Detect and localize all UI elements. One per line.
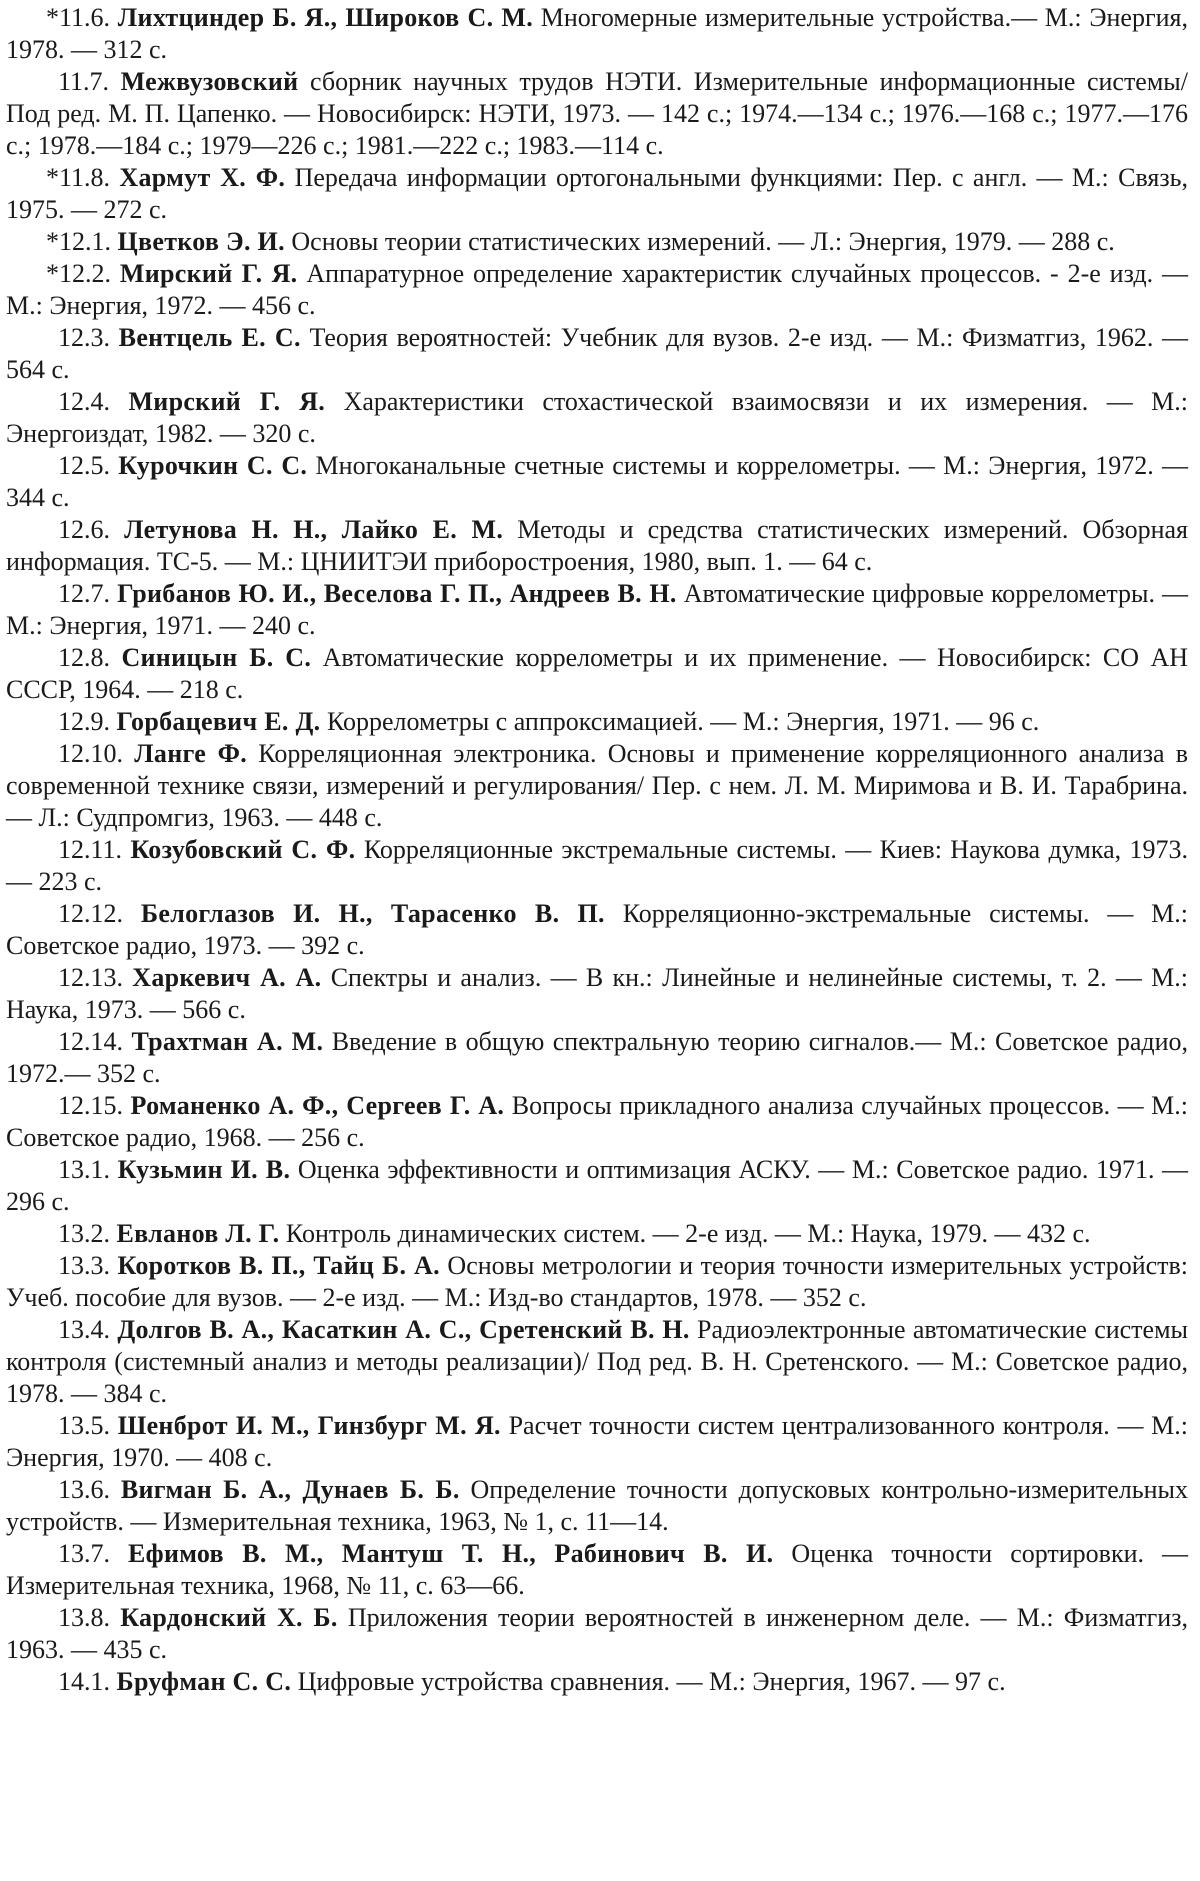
reference-entry (6, 1474, 1188, 1538)
reference-entry (6, 1538, 1188, 1602)
reference-authors: Шенброт И. М., Гинзбург М. Я. (117, 1411, 501, 1440)
reference-text: Радиоэлектронные автоматические системы контроля (системный анализ и методы реализации)/ Под ред. В. Н. Сретенского. — М.: Советское радио, 1978. — 384 с. (6, 1315, 1189, 1408)
reference-number: 11.7. (58, 67, 110, 96)
reference-text: Цифровые устройства сравнения. — М.: Энергия, 1967. — 97 с. (297, 1667, 1006, 1696)
reference-authors: Лихтциндер Б. Я., Широков С. М. (117, 3, 534, 32)
reference-number: 13.4. (58, 1315, 110, 1344)
reference-entry (6, 258, 1188, 322)
reference-entry (6, 322, 1188, 386)
reference-authors: Цветков Э. И. (117, 227, 285, 256)
reference-text: Основы теории статистических измерений. — Л.: Энергия, 1979. — 288 с. (291, 227, 1115, 256)
reference-number: 13.8. (58, 1603, 110, 1632)
reference-text: Теория вероятностей: Учебник для вузов. 2-е изд. — М.: Физматгиз, 1962. — 564 с. (6, 323, 1189, 384)
reference-authors: Мирский Г. Я. (119, 259, 298, 288)
reference-text: Характеристики стохастической взаимосвязи и их измерения. — М.: Энергоиздат, 1982. — 320 с. (6, 387, 1189, 448)
reference-authors: Межвузовский (120, 67, 299, 96)
reference-number: 12.12. (58, 899, 123, 928)
reference-number: 12.15. (58, 1091, 123, 1120)
reference-number: 12.14. (58, 1027, 123, 1056)
reference-text: Основы метрологии и теория точности измерительных устройств: Учеб. пособие для вузов. — 2-е изд. — М.: Изд-во стандартов, 1978. — 352 с. (6, 1251, 1189, 1312)
reference-number: 12.7. (58, 579, 110, 608)
reference-text: Спектры и анализ. — В кн.: Линейные и нелинейные системы, т. 2. — М.: Наука, 1973. — 566 с. (6, 963, 1189, 1024)
reference-entry (6, 1666, 1188, 1698)
reference-text: Оценка точности сортировки. — Измерительная техника, 1968, № 11, с. 63—66. (6, 1539, 1189, 1600)
reference-entry (6, 1154, 1188, 1218)
reference-authors: Курочкин С. С. (118, 451, 308, 480)
reference-entry (6, 1410, 1188, 1474)
reference-number: 14.1. (58, 1667, 110, 1696)
reference-text: Автоматические коррелометры и их применение. — Новосибирск: СО АН СССР, 1964. — 218 с. (6, 643, 1189, 704)
reference-entry (6, 66, 1188, 162)
reference-entry (6, 1314, 1188, 1410)
reference-entry (6, 578, 1188, 642)
reference-text: Аппаратурное определение характеристик случайных процессов. - 2-е изд. — М.: Энергия, 1972. — 456 с. (6, 259, 1189, 320)
reference-number: 12.6. (58, 515, 110, 544)
reference-entry (6, 1602, 1188, 1666)
reference-entry (6, 162, 1188, 226)
reference-number: 12.4. (58, 387, 110, 416)
reference-text: Расчет точности систем централизованного контроля. — М.: Энергия, 1970. — 408 с. (6, 1411, 1189, 1472)
reference-entry (6, 834, 1188, 898)
reference-text: Многомерные измерительные устройства.— М.: Энергия, 1978. — 312 с. (6, 3, 1188, 64)
reference-authors: Грибанов Ю. И., Веселова Г. П., Андреев В. Н. (117, 579, 677, 608)
reference-text: сборник научных трудов НЭТИ. Измерительные информационные системы/ Под ред. М. П. Цапенко. — Новосибирск: НЭТИ, 1973. — 142 с.; 1974.—134 с.; 1976.—168 с.; 1977.—176 с.; 1978.—184 с.; 1979—226 с.; 1981.—222 с.; 1983.—114 с. (6, 67, 1188, 160)
reference-number: 12.10. (58, 739, 123, 768)
reference-number: 12.8. (58, 643, 110, 672)
reference-authors: Вентцель Е. С. (118, 323, 301, 352)
reference-text: Определение точности допусковых контрольно-измерительных устройств. — Измерительная техника, 1963, № 1, с. 11—14. (6, 1475, 1188, 1536)
reference-number: 12.9. (58, 707, 110, 736)
reference-authors: Горбацевич Е. Д. (116, 707, 321, 736)
reference-text: Передача информации ортогональными функциями: Пер. с англ. — М.: Связь, 1975. — 272 с. (6, 163, 1188, 224)
reference-authors: Коротков В. П., Тайц Б. А. (117, 1251, 440, 1280)
reference-entry (6, 962, 1188, 1026)
reference-text: Методы и средства статистических измерений. Обзорная информация. ТС-5. — М.: ЦНИИТЭИ приборостроения, 1980, вып. 1. — 64 с. (6, 515, 1189, 576)
reference-number: 12.3. (58, 323, 110, 352)
reference-text: Коррелометры с аппроксимацией. — М.: Энергия, 1971. — 96 с. (326, 707, 1040, 736)
reference-text: Автоматические цифровые коррелометры. — М.: Энергия, 1971. — 240 с. (6, 579, 1189, 640)
reference-number: 12.11. (58, 835, 123, 864)
reference-entry (6, 450, 1188, 514)
reference-number: 12.13. (58, 963, 123, 992)
reference-number: 13.1. (58, 1155, 110, 1184)
reference-entry (6, 2, 1188, 66)
reference-entry (6, 514, 1188, 578)
reference-number: *11.8. (46, 163, 111, 192)
reference-authors: Трахтман А. М. (131, 1027, 324, 1056)
reference-authors: Кузьмин И. В. (117, 1155, 291, 1184)
reference-entry (6, 642, 1188, 706)
reference-text: Контроль динамических систем. — 2-е изд. — М.: Наука, 1979. — 432 с. (285, 1219, 1091, 1248)
reference-authors: Синицын Б. С. (121, 643, 312, 672)
reference-list (6, 2, 1188, 1698)
reference-authors: Летунова Н. Н., Лайко Е. М. (124, 515, 504, 544)
reference-entry (6, 738, 1188, 834)
reference-text: Корреляционные экстремальные системы. — Киев: Наукова думка, 1973. — 223 с. (6, 835, 1189, 896)
reference-entry (6, 1090, 1188, 1154)
reference-text: Вопросы прикладного анализа случайных процессов. — М.: Советское радио, 1968. — 256 с. (6, 1091, 1189, 1152)
reference-authors: Евланов Л. Г. (116, 1219, 280, 1248)
reference-authors: Бруфман С. С. (116, 1667, 292, 1696)
reference-authors: Козубовский С. Ф. (130, 835, 356, 864)
reference-authors: Вигман Б. А., Дунаев Б. Б. (120, 1475, 460, 1504)
reference-authors: Ефимов В. М., Мантуш Т. Н., Рабинович В. И. (128, 1539, 774, 1568)
reference-number: 13.6. (58, 1475, 110, 1504)
reference-number: 12.5. (58, 451, 110, 480)
reference-entry (6, 1250, 1188, 1314)
reference-authors: Кардонский Х. Б. (120, 1603, 338, 1632)
reference-authors: Хармут Х. Ф. (119, 163, 286, 192)
reference-authors: Белоглазов И. Н., Тарасенко В. П. (140, 899, 605, 928)
reference-entry (6, 706, 1188, 738)
reference-entry (6, 1026, 1188, 1090)
reference-entry (6, 386, 1188, 450)
reference-authors: Долгов В. А., Касаткин А. С., Сретенский В. Н. (117, 1315, 690, 1344)
reference-text: Приложения теории вероятностей в инженерном деле. — М.: Физматгиз, 1963. — 435 с. (6, 1603, 1188, 1664)
reference-text: Введение в общую спектральную теорию сигналов.— М.: Советское радио, 1972.— 352 с. (6, 1027, 1189, 1088)
reference-number: *12.1. (46, 227, 111, 256)
reference-number: 13.7. (58, 1539, 110, 1568)
reference-number: *12.2. (46, 259, 111, 288)
reference-text: Корреляционно-экстремальные системы. — М.: Советское радио, 1973. — 392 с. (6, 899, 1189, 960)
reference-authors: Ланге Ф. (134, 739, 248, 768)
reference-entry (6, 1218, 1188, 1250)
reference-number: 13.2. (58, 1219, 110, 1248)
reference-number: 13.3. (58, 1251, 110, 1280)
reference-authors: Мирский Г. Я. (128, 387, 326, 416)
reference-authors: Романенко А. Ф., Сергеев Г. А. (130, 1091, 505, 1120)
reference-text: Корреляционная электроника. Основы и применение корреляционного анализа в современной технике связи, измерений и регулирования/ Пер. с нем. Л. М. Миримова и В. И. Тарабрина. — Л.: Судпромгиз, 1963. — 448 с. (6, 739, 1189, 832)
reference-authors: Харкевич А. А. (132, 963, 322, 992)
reference-number: *11.6. (46, 3, 111, 32)
reference-entry (6, 898, 1188, 962)
reference-text: Многоканальные счетные системы и коррелометры. — М.: Энергия, 1972. — 344 с. (6, 451, 1189, 512)
reference-entry (6, 226, 1188, 258)
reference-text: Оценка эффективности и оптимизация АСКУ. — М.: Советское радио. 1971. — 296 с. (6, 1155, 1189, 1216)
reference-number: 13.5. (58, 1411, 110, 1440)
